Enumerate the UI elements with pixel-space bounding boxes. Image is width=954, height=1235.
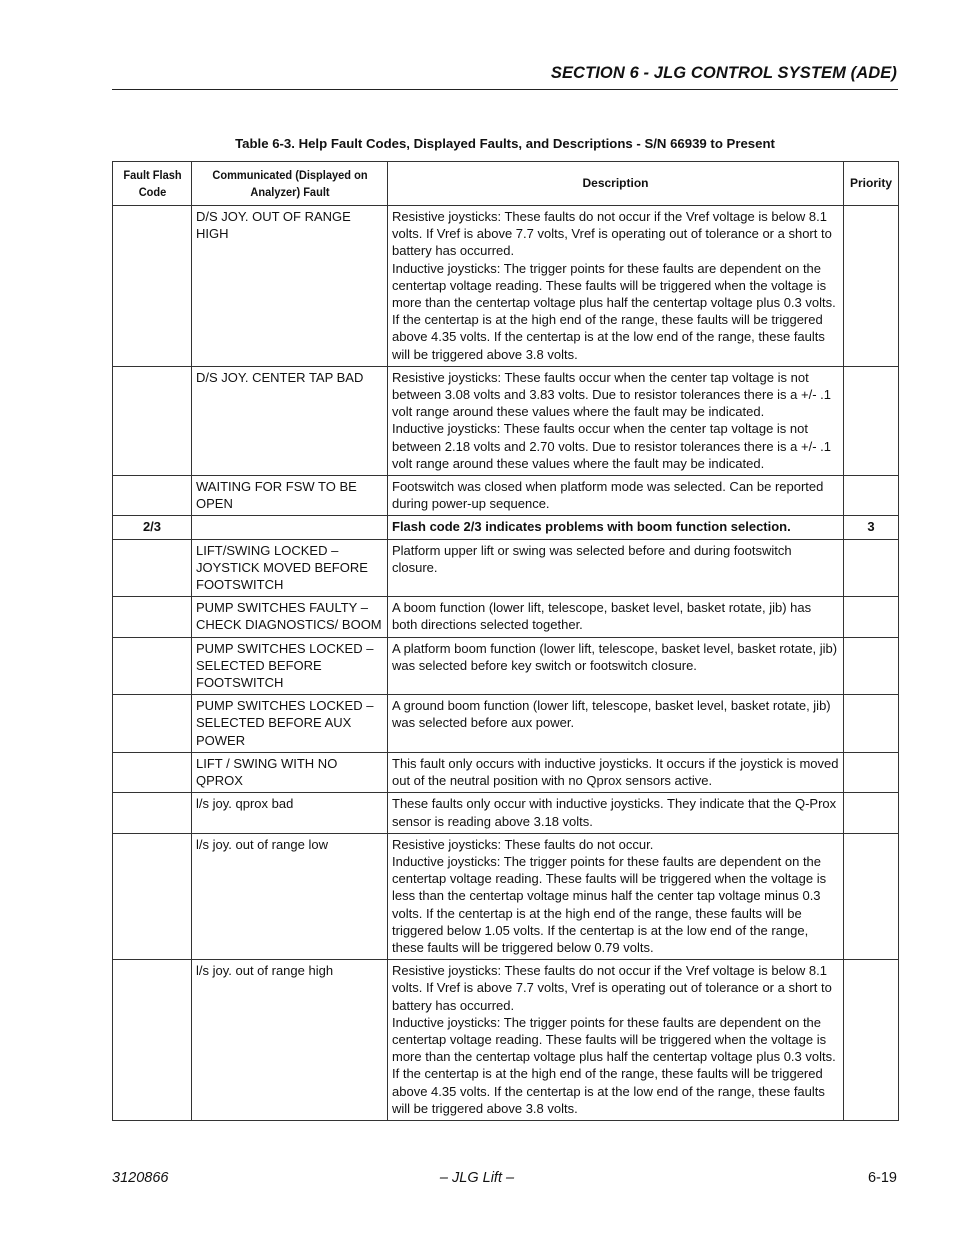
cell-priority xyxy=(844,476,899,516)
description-paragraph: Inductive joysticks: The trigger points for these faults are dependent on the centertap voltage reading. These faults will be triggered when the voltage is more than the centertap voltage plus half the centertap voltage plus 0.3 volts. If the centertap is at the high end of the range, these faults will be triggered above 4.35 volts. If the centertap is at the low end of the range, these faults will be triggered above 3.8 volts. xyxy=(392,1014,836,1116)
table-row xyxy=(113,637,899,695)
table-header-row xyxy=(113,162,899,206)
description-paragraph: A platform boom function (lower lift, telescope, basket level, basket rotate, jib) was selected before key switch or footswitch closure. xyxy=(392,640,838,673)
cell-code xyxy=(113,597,192,637)
table-row xyxy=(113,752,899,792)
cell-priority xyxy=(844,366,899,475)
cell-description xyxy=(388,793,844,833)
column-header-description: Description xyxy=(388,162,844,206)
cell-fault: D/S JOY. OUT OF RANGE HIGH xyxy=(192,206,388,367)
cell-fault: PUMP SWITCHES LOCKED – SELECTED BEFORE AUX POWER xyxy=(192,695,388,753)
cell-description xyxy=(388,752,844,792)
table-row xyxy=(113,476,899,516)
cell-priority xyxy=(844,752,899,792)
table-row xyxy=(113,793,899,833)
cell-priority xyxy=(844,695,899,753)
cell-fault: D/S JOY. CENTER TAP BAD xyxy=(192,366,388,475)
description-paragraph: Flash code 2/3 indicates problems with boom function selection. xyxy=(392,519,791,535)
cell-code xyxy=(113,793,192,833)
cell-description xyxy=(388,539,844,597)
cell-fault: l/s joy. qprox bad xyxy=(192,793,388,833)
publisher-name: – JLG Lift – xyxy=(439,1170,515,1186)
page-number: 6-19 xyxy=(867,1170,897,1186)
cell-fault: l/s joy. out of range low xyxy=(192,833,388,959)
cell-description xyxy=(388,833,844,959)
cell-code xyxy=(113,752,192,792)
description-paragraph: A boom function (lower lift, telescope, basket level, basket rotate, jib) has both directions selected together. xyxy=(392,600,812,633)
cell-code xyxy=(113,960,192,1121)
column-header-code: Fault Flash Code xyxy=(116,162,189,206)
cell-priority xyxy=(844,833,899,959)
cell-priority xyxy=(844,793,899,833)
cell-description xyxy=(388,366,844,475)
table-row xyxy=(113,833,899,959)
column-header-priority: Priority xyxy=(844,162,899,206)
cell-description xyxy=(388,960,844,1121)
cell-fault: LIFT / SWING WITH NO QPROX xyxy=(192,752,388,792)
fault-codes-table xyxy=(112,161,899,1121)
description-paragraph: Platform upper lift or swing was selected before and during footswitch closure. xyxy=(392,542,792,575)
description-paragraph: Inductive joysticks: These faults occur when the center tap voltage is not between 2.18 volts and 2.70 volts. Due to resistor tolerances there is a +/- .1 volt range around these values where the fault may be indicated. xyxy=(392,421,831,471)
table-row xyxy=(113,366,899,475)
document-number: 3120866 xyxy=(112,1170,169,1186)
cell-description xyxy=(388,695,844,753)
table-row xyxy=(113,695,899,753)
description-paragraph: Inductive joysticks: The trigger points for these faults are dependent on the centertap voltage reading. These faults will be triggered when the voltage is less than the centertap voltage minus half the center tap voltage minus 0.3 volts. If the centertap is at the high end of the range, these faults will be triggered below 1.05 volts. If the centertap is at the low end of the range, these faults will be triggered below 0.79 volts. xyxy=(392,853,827,955)
cell-code xyxy=(113,539,192,597)
cell-priority xyxy=(844,637,899,695)
cell-code xyxy=(113,695,192,753)
table-row xyxy=(113,539,899,597)
table-row xyxy=(113,597,899,637)
cell-fault: LIFT/SWING LOCKED – JOYSTICK MOVED BEFORE FOOTSWITCH xyxy=(192,539,388,597)
description-paragraph: Resistive joysticks: These faults do not occur if the Vref voltage is below 8.1 volts. If Vref is above 7.7 volts, Vref is operating out of tolerance or a short to battery has occurred. xyxy=(392,209,832,259)
cell-code xyxy=(113,833,192,959)
section-title: SECTION 6 - JLG CONTROL SYSTEM (ADE) xyxy=(550,64,897,82)
table-title: Table 6-3. Help Fault Codes, Displayed Faults, and Descriptions - S/N 66939 to Present xyxy=(235,136,775,151)
table-row xyxy=(113,960,899,1121)
header-rule xyxy=(112,89,898,90)
cell-description xyxy=(388,476,844,516)
cell-priority xyxy=(844,960,899,1121)
cell-fault: WAITING FOR FSW TO BE OPEN xyxy=(192,476,388,516)
cell-code xyxy=(113,366,192,475)
cell-description xyxy=(388,206,844,367)
description-paragraph: Footswitch was closed when platform mode was selected. Can be reported during power-up sequence. xyxy=(392,479,824,512)
description-paragraph: These faults only occur with inductive joysticks. They indicate that the Q-Prox sensor is reading above 3.18 volts. xyxy=(392,796,837,829)
description-paragraph: A ground boom function (lower lift, telescope, basket level, basket rotate, jib) was selected before aux power. xyxy=(392,698,831,731)
cell-code xyxy=(113,206,192,367)
cell-priority xyxy=(844,597,899,637)
cell-priority: 3 xyxy=(844,516,899,539)
cell-description xyxy=(388,516,844,539)
column-header-fault: Communicated (Displayed on Analyzer) Fault xyxy=(199,162,379,206)
description-paragraph: Resistive joysticks: These faults do not occur if the Vref voltage is below 8.1 volts. If Vref is above 7.7 volts, Vref is operating out of tolerance or a short to battery has occurred. xyxy=(392,963,832,1013)
description-paragraph: Inductive joysticks: The trigger points for these faults are dependent on the centertap voltage reading. These faults will be triggered when the voltage is more than the centertap voltage plus half the centertap voltage plus 0.3 volts. If the centertap is at the high end of the range, these faults will be triggered above 4.35 volts. If the centertap is at the low end of the range, these faults will be triggered above 3.8 volts. xyxy=(392,260,836,362)
description-paragraph: Resistive joysticks: These faults occur when the center tap voltage is not between 3.08 volts and 3.83 volts. Due to resistor tolerances there is a +/- .1 volt range around these values where the fault may be indicated. xyxy=(392,369,831,420)
table-row xyxy=(113,206,899,367)
cell-priority xyxy=(844,206,899,367)
cell-priority xyxy=(844,539,899,597)
cell-description xyxy=(388,597,844,637)
cell-fault: PUMP SWITCHES FAULTY – CHECK DIAGNOSTICS/ BOOM xyxy=(192,597,388,637)
table-row-flash-code xyxy=(113,516,899,539)
description-paragraph: Resistive joysticks: These faults do not occur. xyxy=(392,836,654,852)
cell-code xyxy=(113,637,192,695)
cell-code xyxy=(113,476,192,516)
cell-code: 2/3 xyxy=(113,516,192,539)
cell-fault: l/s joy. out of range high xyxy=(192,960,388,1121)
cell-fault: PUMP SWITCHES LOCKED – SELECTED BEFORE FOOTSWITCH xyxy=(192,637,388,695)
cell-fault xyxy=(192,516,388,539)
cell-description xyxy=(388,637,844,695)
description-paragraph: This fault only occurs with inductive joysticks. It occurs if the joystick is moved out of the neutral position with no Qprox sensors active. xyxy=(392,755,839,789)
